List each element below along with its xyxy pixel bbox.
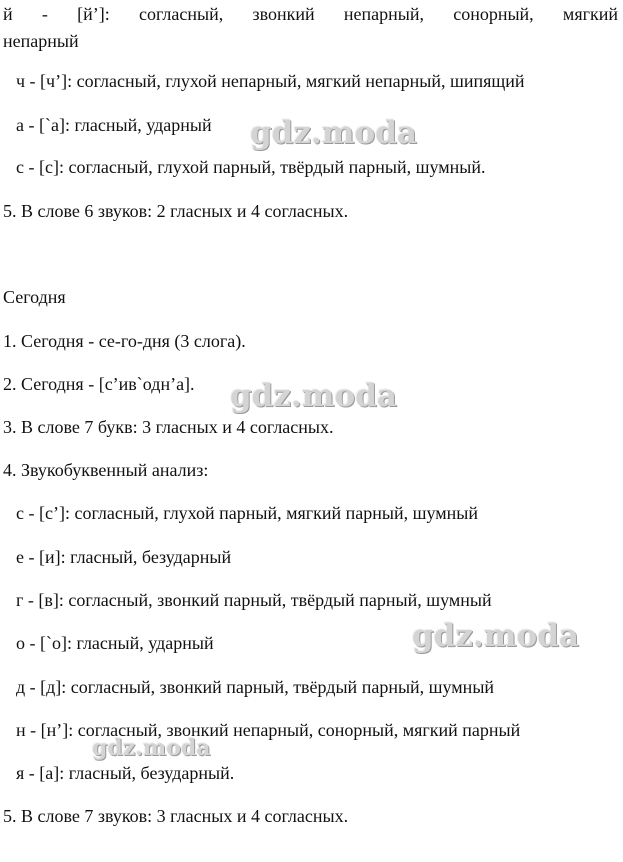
text-line: н - [н’]: согласный, звонкий непарный, сонорный, мягкий парный: [16, 720, 521, 740]
text-line: я - [а]: гласный, безударный.: [16, 763, 235, 783]
watermark: gdz.moda: [250, 115, 417, 151]
text-line: ч - [ч’]: согласный, глухой непарный, мягкий непарный, шипящий: [16, 71, 525, 91]
text-line: й - [й’]: согласный, звонкий непарный, сонорный, мягкий: [3, 4, 618, 24]
section-heading: Сегодня: [3, 287, 66, 307]
text-line: г - [в]: согласный, звонкий парный, твёрдый парный, шумный: [16, 590, 492, 610]
text-line: 3. В слове 7 букв: 3 гласных и 4 согласных.: [3, 417, 334, 437]
text-line: с - [с]: согласный, глухой парный, твёрдый парный, шумный.: [16, 157, 486, 177]
text-line: е - [и]: гласный, безударный: [16, 547, 232, 567]
watermark: gdz.moda: [412, 618, 579, 654]
text-line: о - [`о]: гласный, ударный: [16, 633, 214, 653]
text-line: 5. В слове 6 звуков: 2 гласных и 4 согласных.: [3, 201, 349, 221]
text-line: непарный: [3, 31, 79, 51]
text-line: 5. В слове 7 звуков: 3 гласных и 4 согласных.: [3, 806, 349, 826]
text-line: 1. Сегодня - се-го-дня (3 слога).: [3, 331, 246, 351]
text-line: с - [с’]: согласный, глухой парный, мягкий парный, шумный: [16, 503, 479, 523]
watermark: gdz.moda: [230, 378, 397, 414]
text-line: а - [`а]: гласный, ударный: [16, 115, 212, 135]
text-line: 2. Сегодня - [с’ив`одн’а].: [3, 374, 195, 394]
text-line: 4. Звукобуквенный анализ:: [3, 460, 209, 480]
text-line: д - [д]: согласный, звонкий парный, твёрдый парный, шумный: [16, 677, 495, 697]
watermark: gdz.moda: [92, 735, 211, 761]
